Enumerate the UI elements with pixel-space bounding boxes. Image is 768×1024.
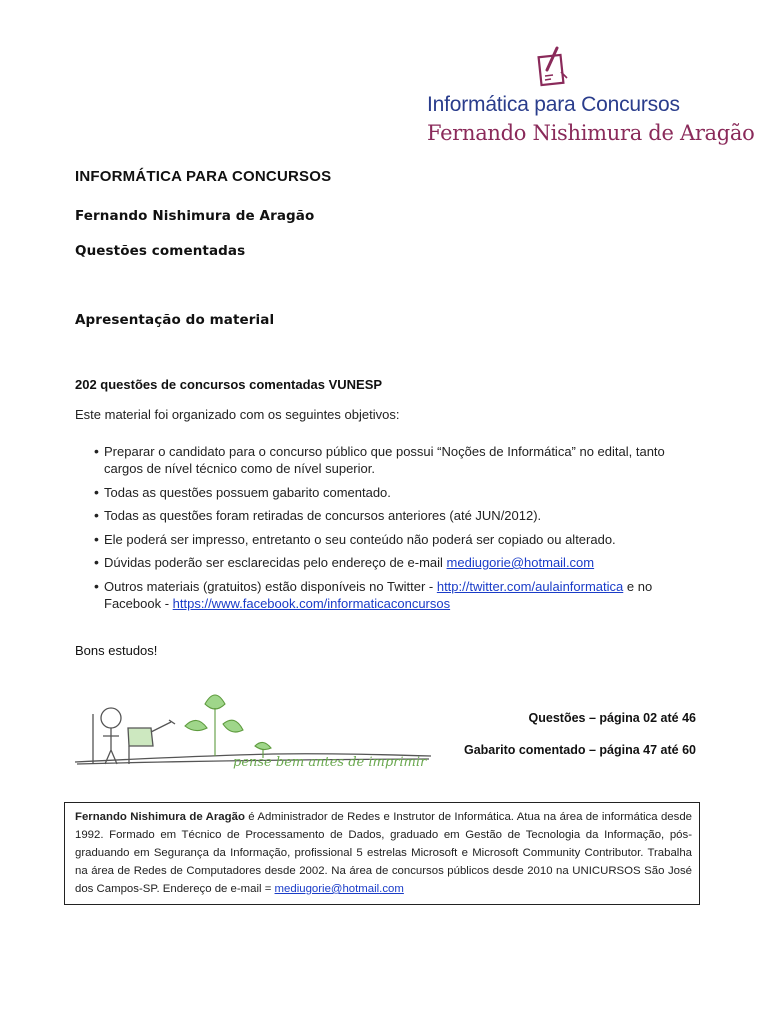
bio-email-link[interactable]: mediugorie@hotmail.com <box>274 883 404 895</box>
objectives-list <box>75 443 705 618</box>
twitter-link[interactable]: http://twitter.com/aulainformatica <box>436 578 624 594</box>
list-item: • Ele poderá ser impresso, entretanto o seu conteúdo não poderá ser copiado ou alterado. <box>75 531 705 548</box>
questions-page-range: Questões – página 02 até 46 <box>528 711 696 725</box>
bio-name: Fernando Nishimura de Aragão <box>75 811 245 823</box>
illustration-caption: pense bem antes de imprimir <box>233 755 427 770</box>
closing-text: Bons estudos! <box>75 643 158 658</box>
list-item: • Preparar o candidato para o concurso público que possui “Noções de Informática” no edital, tanto cargos de nível técnico como de nível superior. <box>75 443 705 477</box>
author-heading: Fernando Nishimura de Aragão <box>75 208 315 224</box>
page-title: INFORMÁTICA PARA CONCURSOS <box>75 168 332 185</box>
list-item-text: e no Facebook - <box>104 578 653 611</box>
answers-page-range: Gabarito comentado – página 47 até 60 <box>463 743 696 757</box>
list-item-text: Outros materiais (gratuitos) estão disponíveis no Twitter - <box>104 578 437 594</box>
bio-text: é Administrador de Redes e Instrutor de Informática. Atua na área de informática desde 1992. Formado em Técnico de Processamento de Dados, graduado em Gestão de Tecnologia da Informação, pós-graduando em Segurança da Informação, profissional 5 estrelas Microsoft e Microsoft Community Contributor. Trabalha na área de Redes de Computadores desde 2002. Na área de concursos públicos desde 2010 na UNICURSOS São José dos Campos-SP. Endereço de e-mail = <box>75 811 692 895</box>
list-item <box>75 554 705 571</box>
material-subtitle: 202 questões de concursos comentadas VUNESP <box>75 377 383 392</box>
subtitle-heading: Questões comentadas <box>75 243 246 259</box>
facebook-link[interactable]: https://www.facebook.com/informaticaconcursos <box>172 595 451 611</box>
brand-title: Informática para Concursos <box>427 93 680 116</box>
brand-author: Fernando Nishimura de Aragão <box>427 121 755 145</box>
author-bio-box <box>64 802 700 905</box>
email-link[interactable]: mediugorie@hotmail.com <box>446 555 595 570</box>
list-item: • Todas as questões foram retiradas de concursos anteriores (até JUN/2012). <box>75 507 705 524</box>
section-heading: Apresentação do material <box>75 312 275 328</box>
list-item-text: Dúvidas poderão ser esclarecidas pelo endereço de e-mail <box>104 555 447 570</box>
list-item <box>75 578 705 612</box>
document-pen-logo-icon <box>527 42 575 90</box>
intro-text: Este material foi organizado com os seguintes objetivos: <box>75 407 400 422</box>
plant-watering-can-icon <box>73 684 433 774</box>
list-item: • Todas as questões possuem gabarito comentado. <box>75 484 705 501</box>
